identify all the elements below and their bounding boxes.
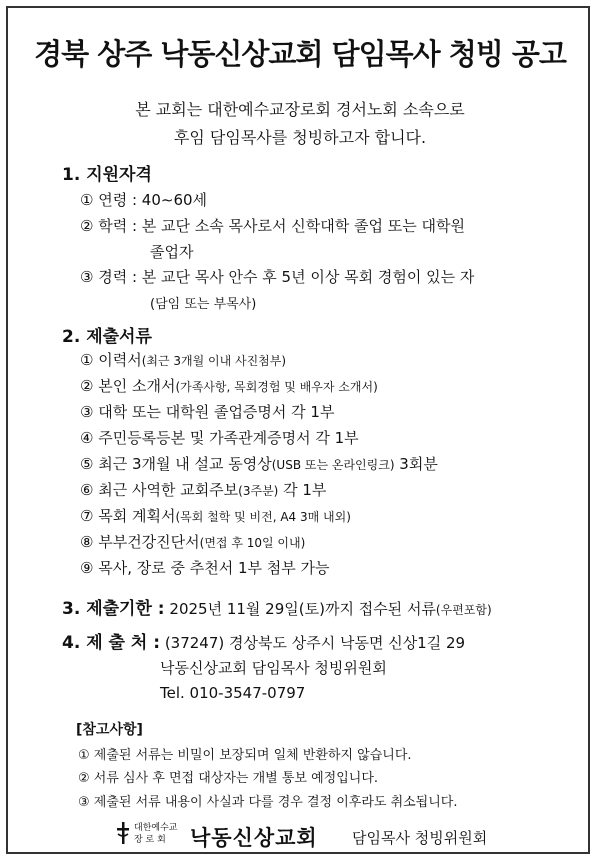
document-item: ⑦ 목회 계획서(목회 철학 및 비전, A4 3매 내외) (80, 507, 351, 525)
document-item: ⑤ 최근 3개월 내 설교 동영상(USB 또는 온라인링크) 3회분 (80, 455, 438, 473)
submission-recipient: 낙동신상교회 담임목사 청빙위원회 (160, 659, 387, 677)
section-documents-heading: 2. 제출서류 (62, 327, 152, 347)
cross-icon (116, 822, 130, 844)
notes-heading: [참고사항] (76, 722, 143, 738)
document-item: ⑨ 목사, 장로 중 추천서 1부 첨부 가능 (80, 559, 330, 577)
document-item: ⑧ 부부건강진단서(면접 후 10일 이내) (80, 533, 306, 551)
section-qualifications-heading: 1. 지원자격 (62, 165, 152, 185)
note-item: ③ 제출된 서류 내용이 사실과 다를 경우 결정 이후라도 취소됩니다. (78, 795, 458, 810)
submission-phone: Tel. 010-3547-0797 (160, 684, 306, 702)
intro-line-1: 본 교회는 대한예수교장로회 경서노회 소속으로 (135, 100, 465, 119)
page-title: 경북 상주 낙동신상교회 담임목사 청빙 공고 (34, 37, 566, 71)
qualification-career-note: (담임 또는 부목사) (150, 297, 257, 312)
section-deadline: 3. 제출기한 : 2025년 11월 29일(토)까지 접수된 서류(우편포함) (62, 599, 492, 619)
logo-denomination-line-2: 장 로 회 (134, 835, 166, 845)
document-item: ⑥ 최근 사역한 교회주보(3주분) 각 1부 (80, 481, 327, 499)
note-item: ① 제출된 서류는 비밀이 보장되며 일체 반환하지 않습니다. (78, 748, 412, 763)
section-submission-address: 4. 제 출 처 : (37247) 경상북도 상주시 낙동면 신상1길 29 (62, 633, 466, 653)
qualification-age: ① 연령 : 40∼60세 (80, 191, 208, 209)
intro-line-2: 후임 담임목사를 청빙하고자 합니다. (173, 128, 427, 147)
qualification-career: ③ 경력 : 본 교단 목사 안수 후 5년 이상 목회 경험이 있는 자 (80, 268, 475, 286)
qualification-education-cont: 졸업자 (150, 243, 194, 261)
document-item: ① 이력서(최근 3개월 이내 사진첨부) (80, 351, 287, 369)
qualification-education: ② 학력 : 본 교단 소속 목사로서 신학대학 졸업 또는 대학원 (80, 217, 465, 235)
document-item: ③ 대학 또는 대학원 졸업증명서 각 1부 (80, 403, 335, 421)
document-item: ② 본인 소개서(가족사항, 목회경험 및 배우자 소개서) (80, 377, 378, 395)
document-item: ④ 주민등록등본 및 가족관계증명서 각 1부 (80, 429, 359, 447)
church-name-logo: 낙동신상교회 (190, 826, 318, 850)
logo-denomination-line-1: 대한예수교 (134, 823, 178, 833)
committee-name: 담임목사 청빙위원회 (352, 829, 488, 847)
note-item: ② 서류 심사 후 면접 대상자는 개별 통보 예정입니다. (78, 771, 379, 786)
